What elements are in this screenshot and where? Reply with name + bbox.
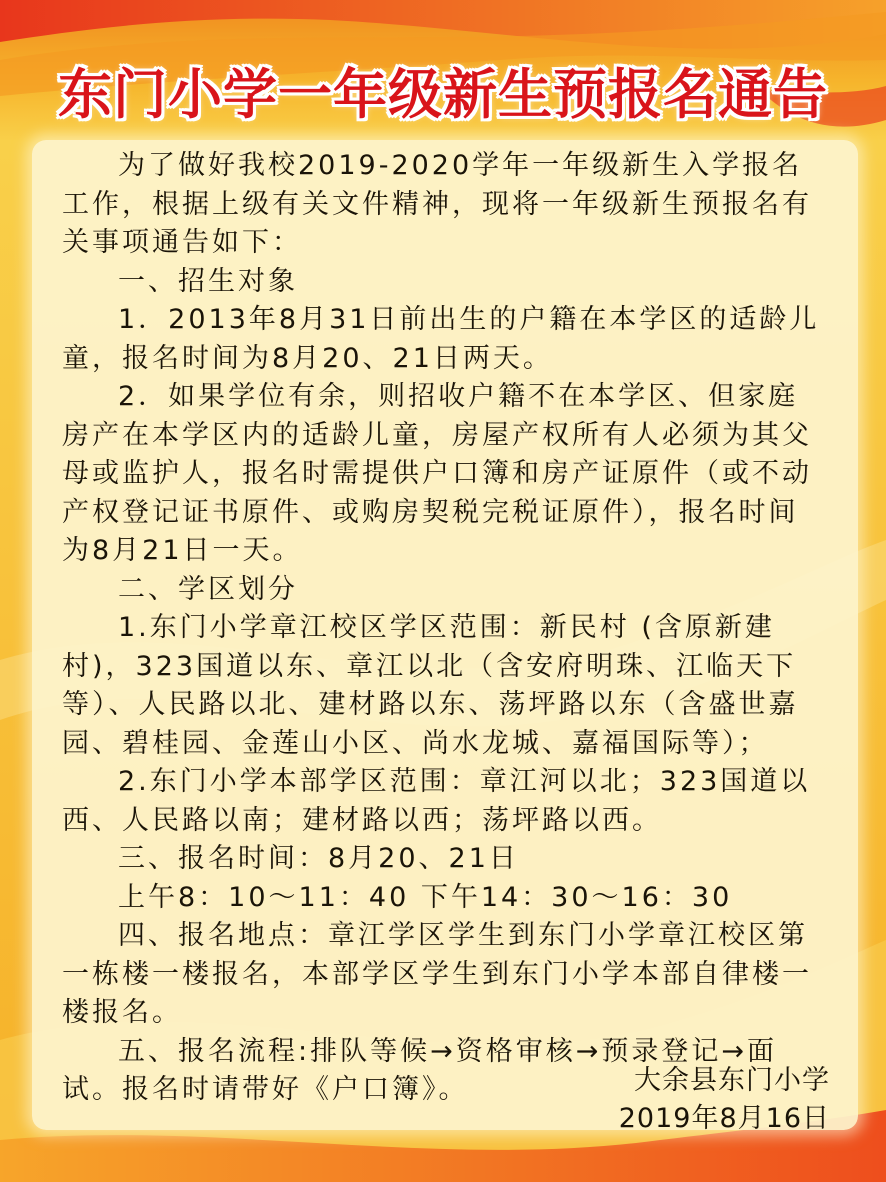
notice-body [62, 147, 828, 1110]
enrollment-item-1: 1．2013年8月31日前出生的户籍在本学区的适龄儿童，报名时间为8月20、21日两天。 [62, 304, 820, 374]
section-enrollment-target-heading: 一、招生对象 [118, 265, 298, 297]
section-registration-process: 五、报名流程:排队等候→资格审核→预录登记→面试。报名时请带好《户口簿》。 [62, 1035, 777, 1105]
signature-date: 2019年8月16日 [618, 1103, 830, 1134]
section-registration-time: 三、报名时间：8月20、21日 [118, 843, 519, 874]
title-block [0, 58, 886, 148]
signature-school: 大余县东门小学 [634, 1065, 830, 1096]
intro-paragraph: 为了做好我校2019-2020学年一年级新生入学报名工作，根据上级有关文件精神，现将一年级新生预报名有关事项通告如下： [62, 150, 812, 258]
notice-title: 东门小学一年级新生预报名通告 [58, 63, 828, 126]
section-registration-location: 四、报名地点：章江学区学生到东门小学章江校区第一栋楼一楼报名，本部学区学生到东门小学本部自律楼一楼报名。 [62, 920, 812, 1028]
registration-hours: 上午8：10～11：40 下午14：30～16：30 [118, 881, 733, 913]
section-school-district-heading: 二、学区划分 [118, 573, 298, 605]
signature-block [619, 1062, 830, 1138]
enrollment-item-2: 2．如果学位有余，则招收户籍不在本学区、但家庭房产在本学区内的适龄儿童，房屋产权所有人必须为其父母或监护人，报名时需提供户口簿和房产证原件（或不动产权登记证书原件、或购房契税完税证原件），报名时间为8月21日一天。 [62, 381, 812, 566]
district-item-2: 2.东门小学本部学区范围：章江河以北；323国道以西、人民路以南；建材路以西；荡坪路以西。 [62, 766, 811, 836]
district-item-1: 1.东门小学章江校区学区范围：新民村 (含原新建村)，323国道以东、章江以北（含安府明珠、江临天下等）、人民路以北、建材路以东、荡坪路以东（含盛世嘉园、碧桂园、金莲山小区、尚水龙城、嘉福国际等）； [62, 612, 799, 759]
